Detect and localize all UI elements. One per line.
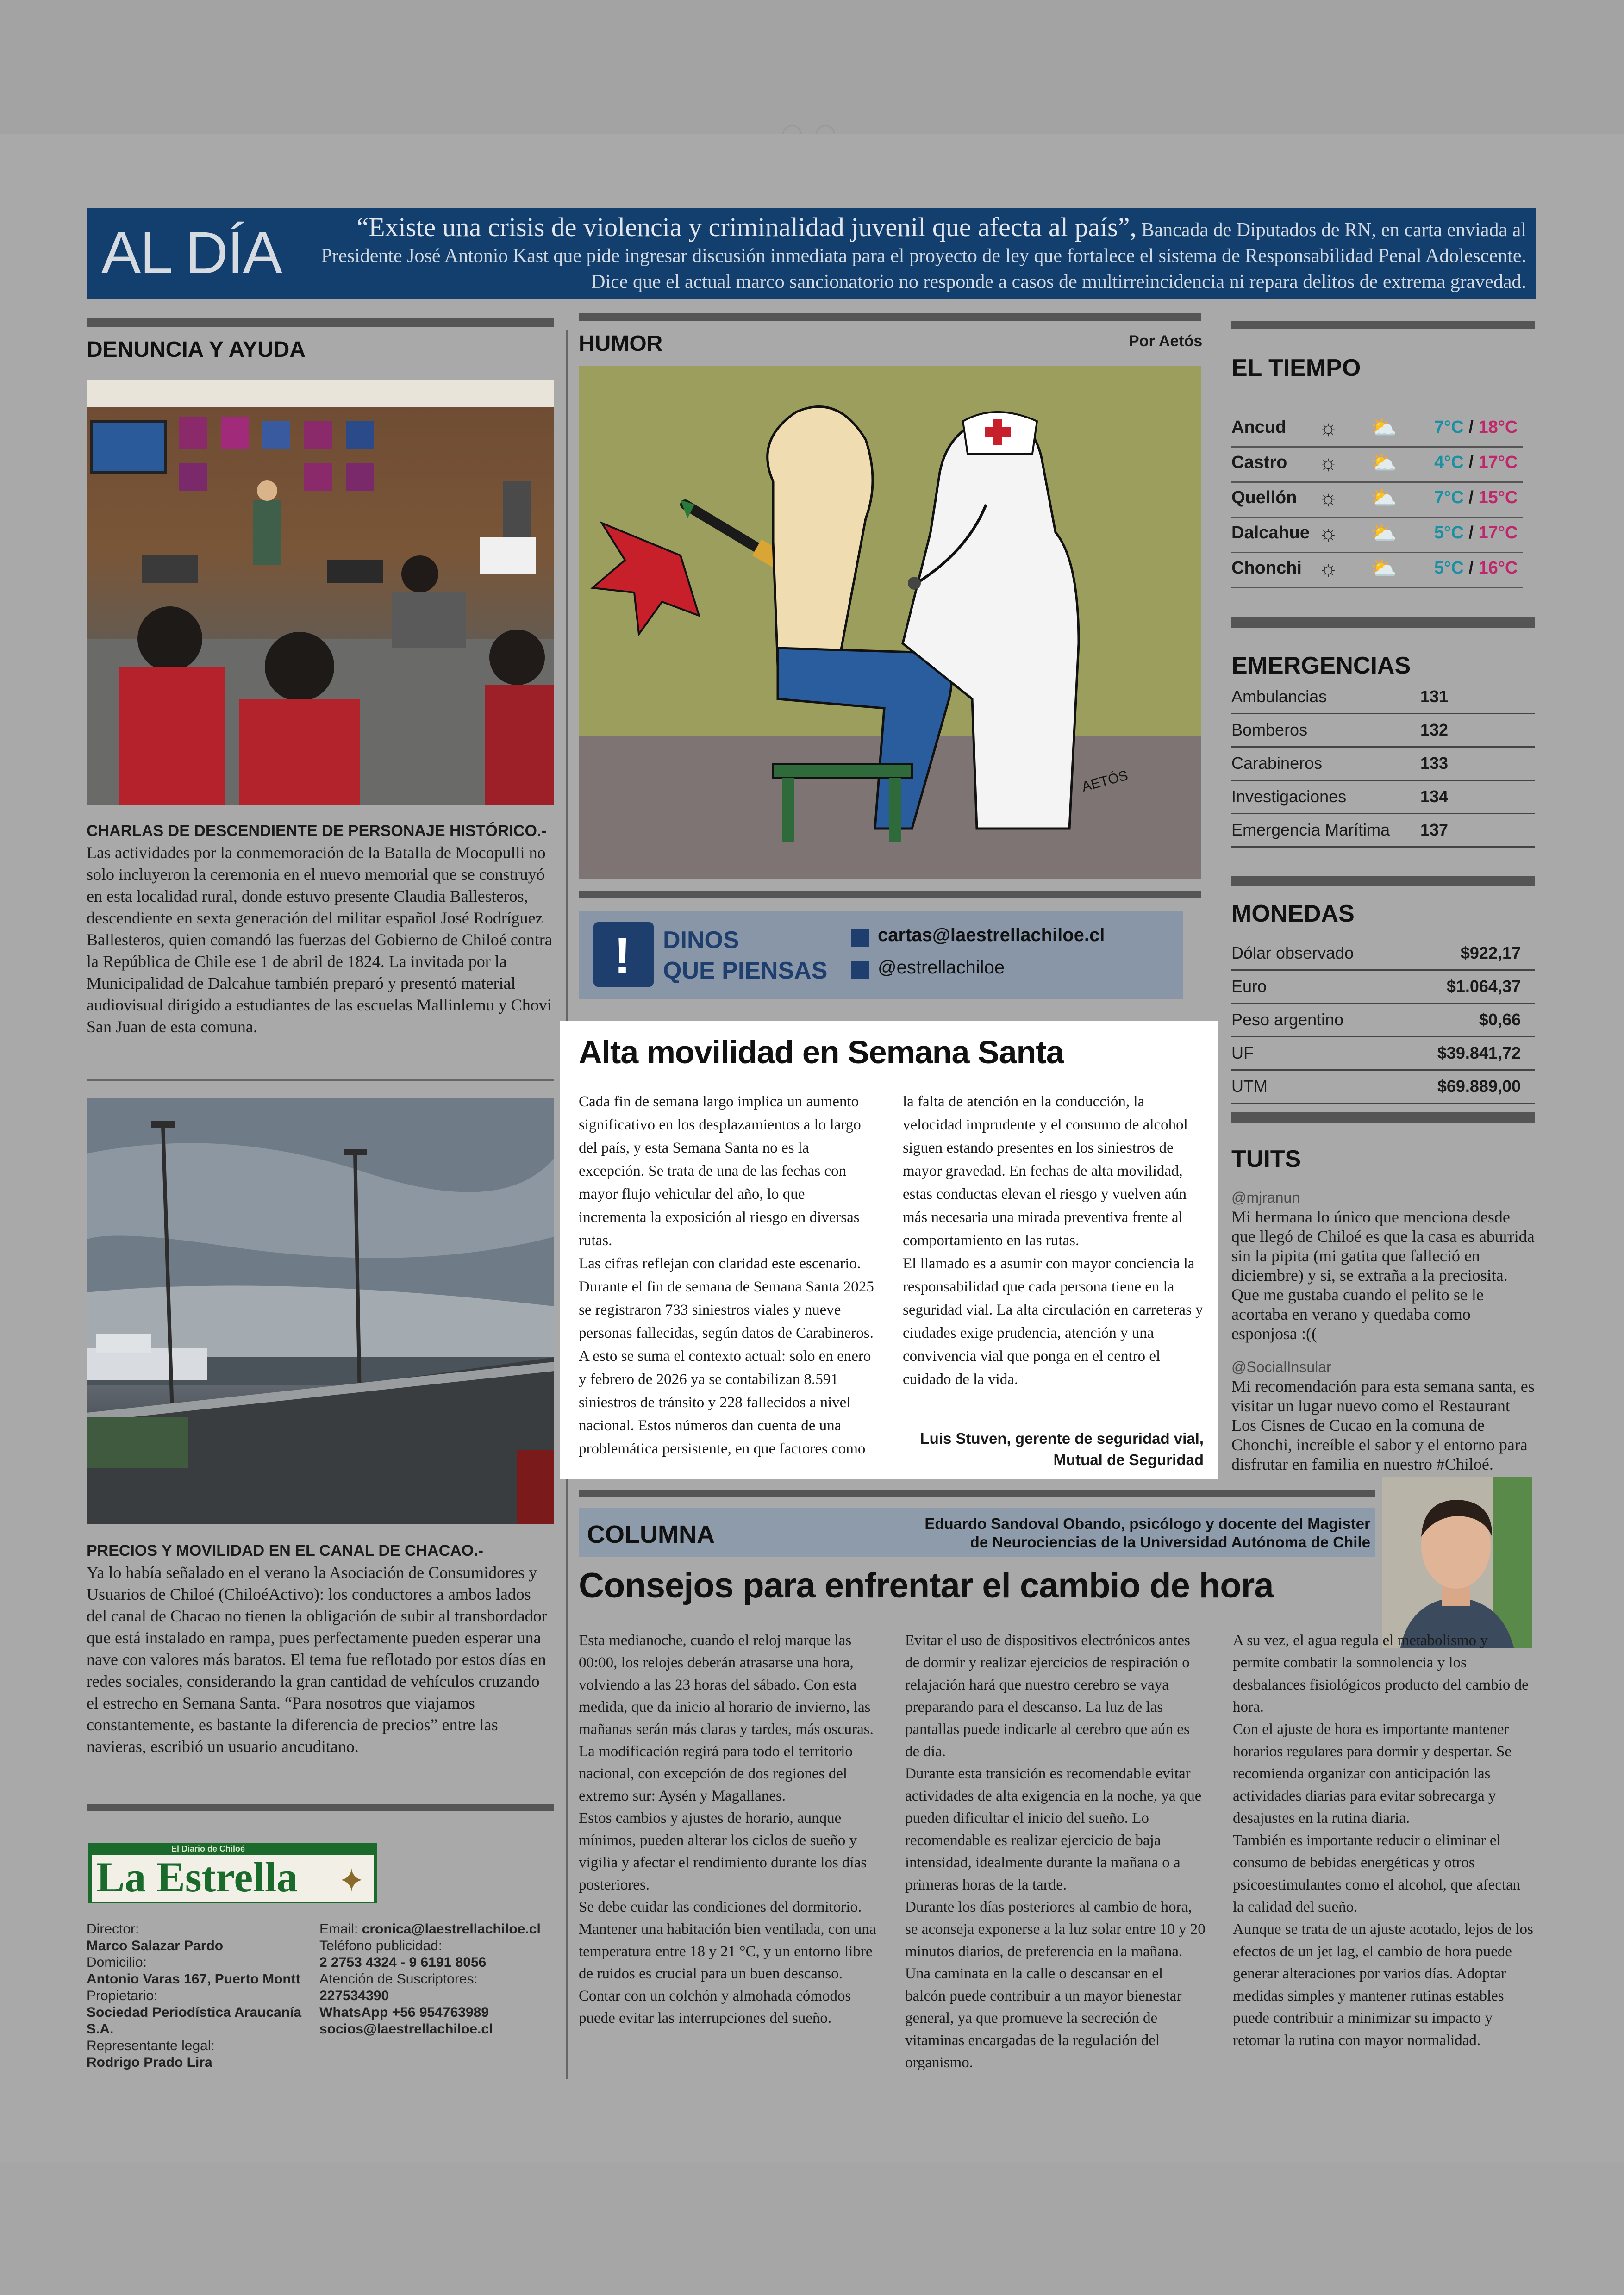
temp-min: 5°C — [1434, 558, 1464, 578]
story1-text — [87, 820, 554, 1038]
tiempo-heading: EL TIEMPO — [1231, 355, 1361, 381]
tuits-list — [1231, 1188, 1537, 1474]
moneda-name: UTM — [1231, 1077, 1268, 1096]
la-estrella-logo — [88, 1843, 377, 1903]
domicilio-label: Domicilio: — [87, 1955, 147, 1970]
weather-row — [1231, 411, 1523, 448]
divider — [87, 1079, 554, 1081]
temp-min: 5°C — [1434, 523, 1464, 543]
cartoon-signature: AETÓS — [1080, 767, 1130, 795]
temp-min: 4°C — [1434, 453, 1464, 472]
emergencia-number: 132 — [1420, 720, 1449, 739]
section-bar — [579, 891, 1201, 898]
emergencia-name: Carabineros — [1231, 754, 1323, 773]
weather-city: Ancud — [1231, 418, 1287, 437]
representante: Rodrigo Prado Lira — [87, 2055, 212, 2070]
dinos-que-piensas-box — [579, 911, 1183, 999]
section-bar — [1231, 617, 1535, 628]
story1-body: Las actividades por la conmemoración de la Batalla de Mocopulli no solo incluyeron la ceremonia en el nuevo memorial que se construyó en esta localidad rural, donde estuvo presente Claudia Ballesteros, descendiente en sexta generación del militar español José Rodríguez Ballesteros, quien comandó las fuerzas del Gobierno de Chiloé contra la República de Chile ese 1 de abril de 1824. La invitada por la Municipalidad de Dalcahue también preparó y presentó material audiovisual dirigido a estudiantes de las escuelas Mallinlemu y Chovi San Juan de esta comuna. — [87, 843, 552, 1036]
sun-icon: ☼ — [1318, 521, 1338, 545]
representante-label: Representante legal: — [87, 2038, 215, 2053]
columna-p10: También es importante reducir o eliminar el consumo de bebidas energéticas y otros psicoestimulantes como el alcohol, que afectan la calidad del sueño. — [1233, 1832, 1521, 1915]
story2-body: Ya lo había señalado en el verano la Asociación de Consumidores y Usuarios de Chiloé (ChiloéActivo): los conductores a ambos lados del canal de Chacao no tienen la obligación de subir al transbordador que está instalado en rampa, pues perfectamente pueden esperar una nave con valores más baratos. El tema fue reflotado por estos días en redes sociales, considerando la gran cantidad de vehículos cruzando el estrecho en Semana Santa. “Para nosotros que viajamos constantemente, es bastante la diferencia de precios” entre las navieras, escribió un usuario ancuditano. — [87, 1563, 547, 1756]
partly-cloudy-icon: ⛅ — [1370, 450, 1397, 474]
author-portrait — [1382, 1477, 1532, 1648]
moneda-row — [1231, 970, 1535, 1004]
monedas-heading: MONEDAS — [1231, 900, 1355, 927]
columna-p6: Durante esta transición es recomendable evitar actividades de alta exigencia en la noche, ya que pueden dificultar el inicio del sueño. Lo recomendable es realizar ejercicio de baja intensidad, idealmente durante la mañana o a primeras horas de la tarde. — [905, 1765, 1202, 1893]
staff-right — [319, 1921, 560, 2038]
bird-icon: ✦ — [338, 1864, 365, 1899]
dinos-title — [663, 925, 827, 986]
editorial-box — [560, 1021, 1218, 1479]
editorial-p1: Cada fin de semana largo implica un aumento significativo en los desplazamientos a lo largo del país, y esta Semana Santa no es la excepción. Se trata de una de las fechas con mayor flujo vehicular del año, lo que incrementa la exposición al riesgo en diversas rutas. — [579, 1093, 861, 1249]
ferry-photo — [87, 1098, 554, 1524]
tuit2-text: Mi recomendación para esta semana santa, es visitar un lugar nuevo como el Restaurant Los Cisnes de Cucao en la comuna de Chonchi, increíble el sabor y el entorno para disfrutar en familia en nuestro #Chiloé. — [1231, 1377, 1535, 1473]
al-dia-title: AL DÍA — [101, 220, 281, 286]
emergencia-number: 137 — [1420, 820, 1449, 839]
domicilio: Antonio Varas 167, Puerto Montt — [87, 1971, 300, 1987]
story2-title: PRECIOS Y MOVILIDAD EN EL CANAL DE CHACAO.- — [87, 1542, 484, 1559]
editorial-p2: Las cifras reflejan con claridad este escenario. Durante el fin de semana de Semana Santa 2025 se registraron 733 siniestros viales y nueve personas fallecidas, según datos de Carabineros. A esto se suma el contexto actual: solo en enero y febrero de 2026 ya se contabilizan 8.591 siniestros de tránsito y 228 fallecidos a nivel nacional. Estos números dan cuenta de una problemática persistente, en que factores como — [579, 1255, 874, 1457]
weather-row — [1231, 481, 1523, 518]
weather-city: Dalcahue — [1231, 523, 1310, 543]
tuit1-text: Mi hermana lo único que menciona desde que llegó de Chiloé es que la casa es aburrida sin la pipita (mi gatita que falleció en diciembre) y si, se extraña a la preciosita. Que me gustaba cuando el pelito se le acortaba en verano y quedaba como esponjosa :(( — [1231, 1208, 1535, 1343]
section-bar — [1231, 321, 1535, 329]
section-bar — [1231, 1112, 1535, 1123]
propietario-label: Propietario: — [87, 1988, 158, 2003]
partly-cloudy-icon: ⛅ — [1370, 556, 1397, 580]
temp-max: 18°C — [1478, 418, 1518, 437]
sun-icon: ☼ — [1318, 486, 1338, 510]
classroom-photo — [87, 380, 554, 805]
moneda-name: Dólar observado — [1231, 943, 1354, 962]
al-dia-text — [290, 214, 1526, 295]
emergencia-row — [1231, 747, 1535, 781]
dinos-line2: QUE PIENSAS — [663, 957, 828, 984]
section-bar — [579, 313, 1201, 321]
speech-bubble-icon — [593, 922, 654, 987]
partly-cloudy-icon: ⛅ — [1370, 521, 1397, 545]
moneda-row — [1231, 1037, 1535, 1071]
twitter-icon — [851, 961, 869, 979]
al-dia-banner — [87, 208, 1536, 299]
dinos-email[interactable]: cartas@laestrellachiloe.cl — [878, 925, 1105, 945]
email[interactable]: cronica@laestrellachiloe.cl — [362, 1921, 541, 1937]
cartoon — [579, 366, 1201, 879]
editorial-col2 — [903, 1090, 1204, 1391]
email-label: Email: — [319, 1921, 362, 1937]
tuit2-handle[interactable]: @SocialInsular — [1231, 1359, 1331, 1375]
whatsapp: WhatsApp +56 954763989 — [319, 2005, 489, 2020]
columna-p3: Estos cambios y ajustes de horario, aunque mínimos, pueden alterar los ciclos de sueño y vigilia y afectar el rendimiento durante los días posteriores. — [579, 1810, 867, 1893]
emergencia-row — [1231, 714, 1535, 748]
columna-p8: A su vez, el agua regula el metabolismo y permite combatir la somnolencia y los desbalances fisiológicos producto del cambio de hora. — [1233, 1632, 1529, 1715]
columna-author — [815, 1515, 1370, 1552]
weather-temps: 5°C / 17°C — [1434, 523, 1518, 543]
editorial-author2: Mutual de Seguridad — [1053, 1451, 1204, 1468]
weather-city: Quellón — [1231, 488, 1297, 507]
weather-temps: 7°C / 15°C — [1434, 488, 1518, 507]
editorial-title: Alta movilidad en Semana Santa — [579, 1034, 1064, 1070]
moneda-value: $0,66 — [1479, 1010, 1521, 1029]
humor-heading: HUMOR — [579, 331, 663, 356]
story2-text — [87, 1540, 554, 1758]
moneda-value: $39.841,72 — [1437, 1043, 1521, 1062]
emergencia-name: Investigaciones — [1231, 787, 1347, 806]
editorial-author — [903, 1428, 1204, 1471]
emergencias-heading: EMERGENCIAS — [1231, 652, 1411, 679]
weather-row — [1231, 517, 1523, 553]
temp-max: 15°C — [1478, 488, 1518, 507]
editorial-col1 — [579, 1090, 875, 1460]
staff-left — [87, 1921, 318, 2071]
sun-icon: ☼ — [1318, 415, 1338, 439]
columna-col1 — [579, 1629, 880, 2029]
weather-temps: 5°C / 16°C — [1434, 558, 1518, 578]
section-bar — [87, 1804, 554, 1811]
moneda-name: Euro — [1231, 977, 1267, 996]
emergencia-number: 134 — [1420, 787, 1449, 806]
emergencia-row — [1231, 814, 1535, 848]
columna-title: Consejos para enfrentar el cambio de hora — [579, 1566, 1274, 1605]
email-icon — [851, 929, 869, 947]
socios-email[interactable]: socios@laestrellachiloe.cl — [319, 2021, 493, 2037]
tel: 2 2753 4324 - 9 6191 8056 — [319, 1955, 487, 1970]
weather-row — [1231, 446, 1523, 483]
emergencia-number: 133 — [1420, 754, 1449, 773]
weather-city: Chonchi — [1231, 558, 1302, 578]
suscriptores-label: Atención de Suscriptores: — [319, 1971, 478, 1987]
columna-header — [579, 1508, 1375, 1557]
tuit1-handle[interactable]: @mjranun — [1231, 1189, 1300, 1206]
columna-p1: Esta medianoche, cuando el reloj marque las 00:00, los relojes deberán atrasarse una hora, volviendo a las 23 horas del sábado. Con esta medida, que da inicio al horario de invierno, las mañanas serán más claras y tardes, más oscuras. — [579, 1632, 874, 1738]
editorial-author1: Luis Stuven, gerente de seguridad vial, — [920, 1430, 1204, 1447]
weather-city: Castro — [1231, 453, 1287, 472]
moneda-value: $922,17 — [1460, 943, 1521, 962]
moneda-value: $1.064,37 — [1446, 977, 1521, 996]
emergencia-row — [1231, 780, 1535, 814]
weather-temps: 4°C / 17°C — [1434, 453, 1518, 472]
cartoon-art — [579, 366, 1201, 879]
classroom-photo-art — [87, 380, 554, 805]
author-portrait-art — [1382, 1477, 1532, 1648]
columna-label: COLUMNA — [587, 1521, 715, 1548]
masthead-small: El Diario de Chiloé — [171, 1844, 245, 1853]
columna-p4: Se debe cuidar las condiciones del dormitorio. Mantener una habitación bien ventilada, con una temperatura entre 18 y 21 °C, y un entorno libre de ruidos es crucial para un buen descanso. Contar con un colchón y almohada cómodos puede evitar las interrupciones del sueño. — [579, 1899, 876, 2027]
columna-author1: Eduardo Sandoval Obando, psicólogo y docente del Magister — [924, 1515, 1370, 1532]
moneda-value: $69.889,00 — [1437, 1077, 1521, 1096]
director: Marco Salazar Pardo — [87, 1938, 224, 1953]
moneda-row — [1231, 937, 1535, 971]
masthead-name: La Estrella — [96, 1853, 298, 1901]
tel-label: Teléfono publicidad: — [319, 1938, 443, 1953]
dinos-line1: DINOS — [663, 927, 739, 954]
ferry-photo-art — [87, 1098, 554, 1524]
columna-p9: Con el ajuste de hora es importante mantener horarios regulares para dormir y despertar. Se recomienda organizar con anticipación las actividades diarias para evitar sobrecarga y desajustes en la rutina diaria. — [1233, 1721, 1512, 1827]
editorial-p4: El llamado es a asumir con mayor conciencia la responsabilidad que cada persona tiene en la seguridad vial. La alta circulación en carreteras y ciudades exige prudencia, atención y una convivencia vial que ponga en el centro el cuidado de la vida. — [903, 1255, 1203, 1388]
section-bar — [579, 1490, 1375, 1497]
moneda-row — [1231, 1070, 1535, 1104]
moneda-name: Peso argentino — [1231, 1010, 1344, 1029]
moneda-row — [1231, 1004, 1535, 1037]
sun-icon: ☼ — [1318, 450, 1338, 474]
partly-cloudy-icon: ⛅ — [1370, 415, 1397, 439]
section-bar — [87, 318, 554, 327]
columna-p7: Durante los días posteriores al cambio de hora, se aconseja exponerse a la luz solar entre 10 y 20 minutos diarios, de preferencia en la mañana. Una caminata en la calle o descansar en el balcón puede contribuir a un mayor bienestar general, ya que promueve la secreción de vitaminas encargadas de la regulación del organismo. — [905, 1899, 1206, 2071]
moneda-name: UF — [1231, 1043, 1254, 1062]
weather-temps: 7°C / 18°C — [1434, 418, 1518, 437]
viewer-top-band — [0, 0, 1624, 134]
dinos-twitter[interactable]: @estrellachiloe — [878, 957, 1005, 978]
emergencia-name: Ambulancias — [1231, 687, 1327, 706]
columna-p5: Evitar el uso de dispositivos electrónicos antes de dormir y realizar ejercicios de respiración o relajación hará que nuestro cerebro se vaya preparando para el descanso. La luz de las pantallas puede indicarle al cerebro que aún es de día. — [905, 1632, 1190, 1760]
story1-title: CHARLAS DE DESCENDIENTE DE PERSONAJE HISTÓRICO.- — [87, 822, 547, 840]
tuits-heading: TUITS — [1231, 1146, 1301, 1172]
emergencia-row — [1231, 680, 1535, 714]
columna-p2: La modificación regirá para todo el territorio nacional, con excepción de dos regiones del extremo sur: Aysén y Magallanes. — [579, 1743, 853, 1804]
sun-icon: ☼ — [1318, 556, 1338, 580]
weather-row — [1231, 552, 1523, 588]
al-dia-quote: “Existe una crisis de violencia y criminalidad juvenil que afecta al país”, — [356, 212, 1137, 242]
columna-p11: Aunque se trata de un ajuste acotado, lejos de los efectos de un jet lag, el cambio de hora puede generar alteraciones por varios días. Adoptar medidas simples y mantener rutinas estables puede contribuir a minimizar su impacto y retomar la rutina con mayor normalidad. — [1233, 1921, 1533, 2049]
partly-cloudy-icon: ⛅ — [1370, 486, 1397, 510]
temp-max: 17°C — [1478, 453, 1518, 472]
section-bar — [1231, 876, 1535, 886]
emergencia-name: Bomberos — [1231, 720, 1308, 739]
columna-author2: de Neurociencias de la Universidad Autónoma de Chile — [970, 1534, 1370, 1551]
exclamation-icon: ! — [614, 928, 631, 985]
columna-col3 — [1233, 1629, 1534, 2052]
humor-author: Por Aetós — [1129, 332, 1203, 350]
editorial-p3: la falta de atención en la conducción, la velocidad imprudente y el consumo de alcohol siguen estando presentes en los siniestros de mayor gravedad. En fechas de alta movilidad, estas conductas elevan el riesgo y vuelven aún más necesaria una mirada preventiva frente al comportamiento en las rutas. — [903, 1093, 1188, 1249]
temp-max: 17°C — [1478, 523, 1518, 543]
emergencia-name: Emergencia Marítima — [1231, 820, 1390, 839]
suscriptores: 227534390 — [319, 1988, 389, 2003]
al-dia-body: Bancada de Diputados de RN, en carta enviada al Presidente José Antonio Kast que pide ingresar discusión inmediata para el proyecto de ley que fortalece el sistema de Responsabilidad Penal Adolescente. Dice que el actual marco sancionatorio no responde a casos de multirreincidencia ni repara delitos de extrema gravedad. — [321, 219, 1526, 293]
director-label: Director: — [87, 1921, 139, 1937]
temp-min: 7°C — [1434, 488, 1464, 507]
denuncia-heading: DENUNCIA Y AYUDA — [87, 337, 306, 362]
temp-max: 16°C — [1478, 558, 1518, 578]
propietario: Sociedad Periodística Araucanía S.A. — [87, 2005, 302, 2037]
columna-col2 — [905, 1629, 1206, 2074]
emergencia-number: 131 — [1420, 687, 1449, 706]
temp-min: 7°C — [1434, 418, 1464, 437]
